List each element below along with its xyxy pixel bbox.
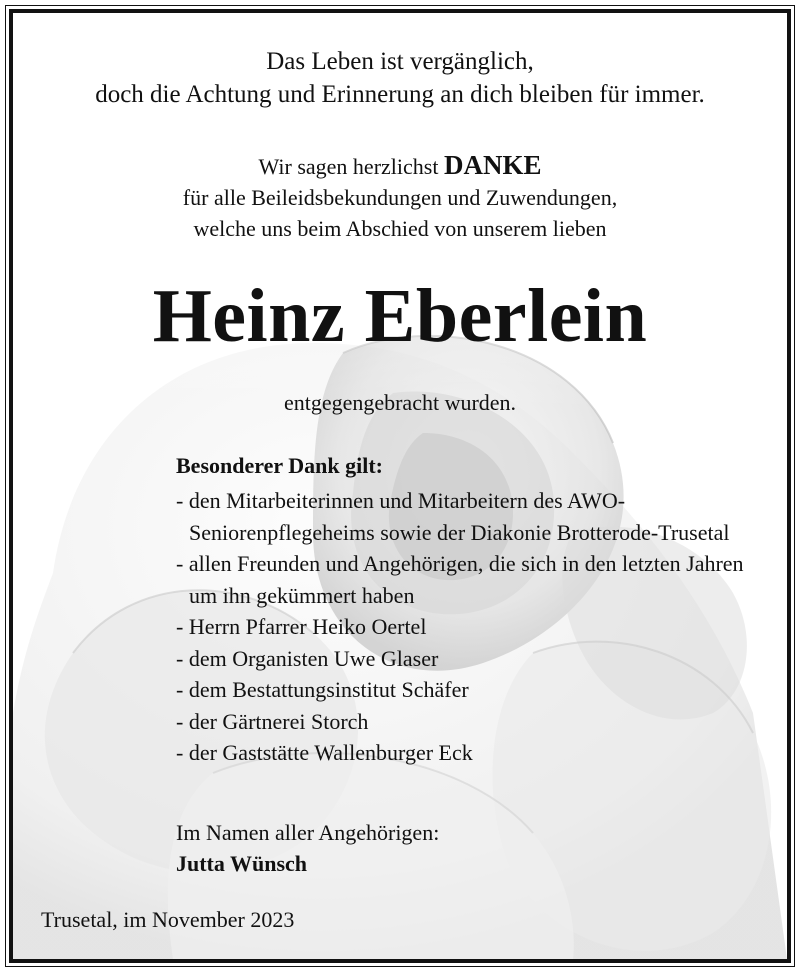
thanks-line-1	[13, 150, 787, 182]
thanks-line-2: für alle Beileidsbekundungen und Zuwendungen,	[182, 185, 618, 210]
motto-line-1: Das Leben ist vergänglich,	[266, 48, 534, 75]
special-thanks-heading: Besonderer Dank gilt:	[176, 453, 383, 478]
thanks-line-3: welche uns beim Abschied von unserem lieben	[193, 216, 607, 241]
list-item: - allen Freunden und Angehörigen, die sich in den letzten Jahren um ihn gekümmert haben	[176, 551, 744, 608]
signer-name: Jutta Wünsch	[176, 851, 308, 876]
thanks-paragraph	[13, 150, 787, 244]
motto-line-2: doch die Achtung und Erinnerung an dich bleiben für immer.	[95, 81, 705, 108]
special-thanks-list	[176, 485, 756, 769]
thanks-emphasis: DANKE	[443, 150, 542, 180]
signoff	[176, 817, 439, 879]
list-item: - der Gärtnerei Storch	[176, 708, 369, 734]
list-item: - dem Organisten Uwe Glaser	[176, 645, 439, 671]
place-date: Trusetal, im November 2023	[41, 907, 295, 932]
notice-frame	[9, 9, 791, 963]
signoff-line: Im Namen aller Angehörigen:	[176, 820, 440, 845]
deceased-name: Heinz Eberlein	[152, 274, 648, 358]
list-item: - dem Bestattungsinstitut Schäfer	[176, 677, 469, 702]
list-item: - den Mitarbeiterinnen und Mitarbeitern des AWO-Seniorenpflegeheims sowie der Diakonie Brotterode-Trusetal	[176, 488, 730, 545]
motto	[13, 45, 787, 111]
list-item: - Herrn Pfarrer Heiko Oertel	[176, 614, 427, 639]
thanks-intro: Wir sagen herzlichst	[258, 154, 439, 179]
received-text: entgegengebracht wurden.	[283, 390, 517, 415]
list-item: - der Gaststätte Wallenburger Eck	[176, 740, 473, 765]
